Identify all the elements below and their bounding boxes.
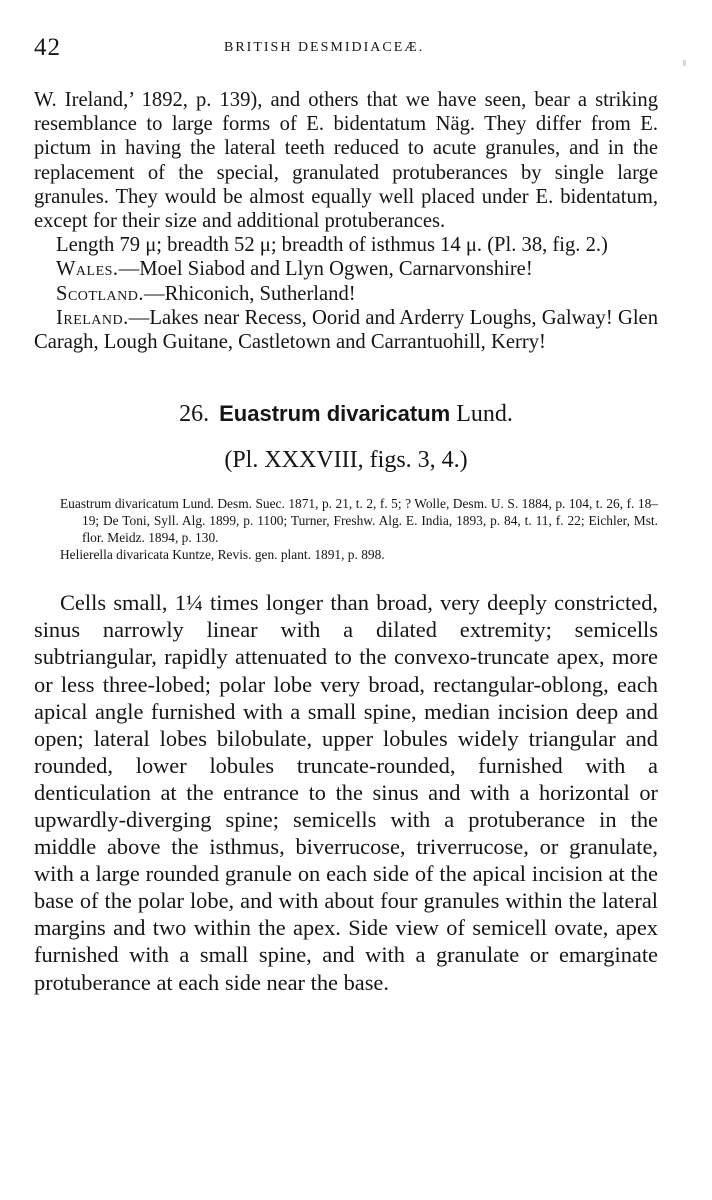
page-number: 42 <box>34 34 61 61</box>
margin-speck <box>683 60 686 66</box>
book-page <box>34 30 658 1018</box>
prior-entry-paragraph: W. Ireland,’ 1892, p. 139), and others that we have seen, bear a striking resemblance to large forms of E. bidentatum Näg. They differ from E. pictum in having the lateral teeth reduced to acute granules, and in the replacement of the special, granulated protuberances by single large granules. They would be almost equally well placed under E. bidentatum, except for their size and additional protuberances. <box>34 89 658 233</box>
locality-ireland <box>34 306 658 354</box>
locality-region: Scotland. <box>56 282 144 305</box>
synonymy-entry: Helierella divaricata Kuntze, Revis. gen. plant. 1891, p. 898. <box>60 547 385 563</box>
plate-reference: (Pl. XXXVIII, figs. 3, 4.) <box>224 447 468 474</box>
locality-text: —Moel Siabod and Llyn Ogwen, Carnarvonshire! <box>118 258 533 281</box>
synonymy <box>34 495 658 563</box>
locality-region: Ireland. <box>56 306 129 329</box>
species-description: Cells small, 1¼ times longer than broad, very deeply constricted, sinus narrowly linear with a dilated extremity; semicells subtriangular, rapidly attenuated to the convexo-truncate apex, more or less three-lobed; polar lobe very broad, rectangular-oblong, each apical angle furnished with a small spine, median incision deep and open; lateral lobes bilobulate, upper lobules widely triangular and rounded, lower lobules truncate-rounded, furnished with a denticulation at the entrance to the sinus and with a horizontal or upwardly-diverging spine; semicells with a protuberance in the middle above the isthmus, biverrucose, triverrucose, or granulate, with a large rounded granule on each side of the apical incision at the base of the polar lobe, and with about four granules within the lateral margins and two within the apex. Side view of semicell ovate, apex furnished with a small spine, and with a granulate or emarginate protuberance at each side near the base. <box>34 590 658 995</box>
page-header <box>34 30 658 62</box>
running-head: BRITISH DESMIDIACEÆ. <box>224 40 425 55</box>
locality-wales <box>34 257 658 281</box>
species-heading <box>34 399 658 429</box>
species-author: Lund. <box>456 401 513 428</box>
locality-text: —Lakes near Recess, Oorid and Arderry Loughs, Galway! Glen Caragh, Lough Guitane, Castletown and Carrantuohill, Kerry! <box>34 306 658 354</box>
prior-entry <box>34 88 658 354</box>
locality-region: Wales. <box>56 258 119 281</box>
species-number: 26. <box>179 401 210 428</box>
species-name: Euastrum divaricatum <box>219 401 451 427</box>
locality-text: —Rhiconich, Sutherland! <box>144 282 356 305</box>
measurements: Length 79 μ; breadth 52 μ; breadth of isthmus 14 μ. (Pl. 38, fig. 2.) <box>56 234 608 257</box>
synonymy-entry: Euastrum divaricatum Lund. Desm. Suec. 1871, p. 21, t. 2, f. 5; ? Wolle, Desm. U. S. 1884, p. 104, t. 26, f. 18–19; De Toni, Syll. Alg. 1899, p. 1100; Turner, Freshw. Alg. E. India, 1893, p. 84, t. 11, f. 22; Eichler, Mst. flor. Meidz. 1894, p. 130. <box>60 496 658 546</box>
locality-scotland <box>34 282 658 306</box>
